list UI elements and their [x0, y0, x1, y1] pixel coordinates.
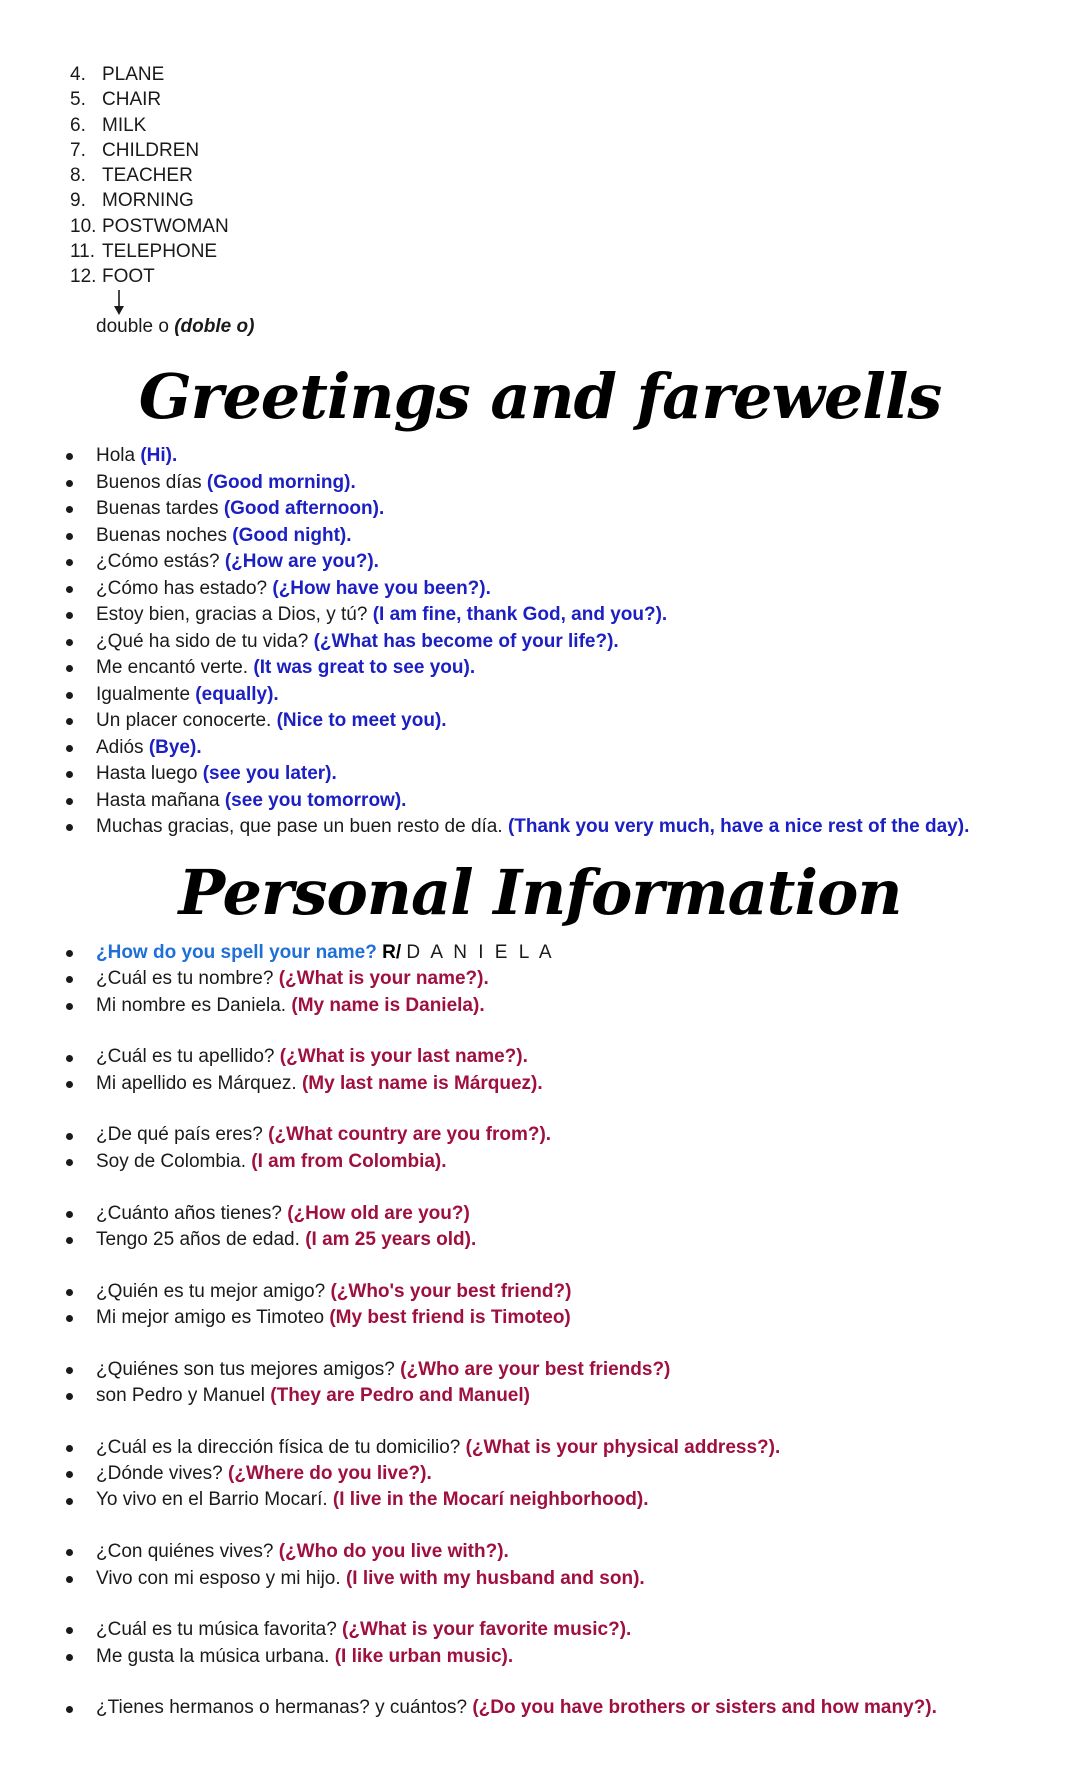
list-item: Adiós (Bye).: [96, 735, 969, 762]
list-item: Yo vivo en el Barrio Mocarí. (I live in the Mocarí neighborhood).: [96, 1487, 937, 1513]
list-item: Hola (Hi).: [96, 443, 969, 470]
list-item: ¿Quién es tu mejor amigo? (¿Who's your best friend?): [96, 1279, 937, 1305]
list-item: 12. FOOT: [70, 266, 155, 288]
list-item: Estoy bien, gracias a Dios, y tú? (I am fine, thank God, and you?).: [96, 602, 969, 629]
list-item: ¿Dónde vives? (¿Where do you live?).: [96, 1461, 937, 1487]
list-item: 11. TELEPHONE: [70, 241, 218, 263]
list-item: Un placer conocerte. (Nice to meet you).: [96, 708, 969, 735]
list-item: Mi mejor amigo es Timoteo (My best friend is Timoteo): [96, 1305, 937, 1331]
list-item: Me gusta la música urbana. (I like urban music).: [96, 1644, 937, 1670]
personal-information-list: [96, 940, 937, 1722]
list-item: 6. MILK: [70, 114, 147, 136]
list-item: Hasta luego (see you later).: [96, 761, 969, 788]
list-item: ¿Cuál es tu nombre? (¿What is your name?).: [96, 966, 937, 992]
list-item: 4. PLANE: [70, 64, 165, 85]
list-item: Buenas noches (Good night).: [96, 523, 969, 550]
list-item: ¿Tienes hermanos o hermanas? y cuántos? (¿Do you have brothers or sisters and how many?).: [96, 1695, 937, 1721]
list-item: Muchas gracias, que pase un buen resto de día. (Thank you very much, have a nice rest of the day).: [96, 814, 969, 841]
list-item: ¿Con quiénes vives? (¿Who do you live with?).: [96, 1539, 937, 1565]
list-item: Buenas tardes (Good afternoon).: [96, 496, 969, 523]
list-item: 8. TEACHER: [70, 165, 193, 187]
list-item: 10. POSTWOMAN: [70, 215, 229, 237]
personal-information-title: Personal Information: [178, 856, 902, 929]
greetings-title: Greetings and farewells: [138, 360, 942, 433]
list-item: Hasta mañana (see you tomorrow).: [96, 788, 969, 815]
list-item: ¿Cuánto años tienes? (¿How old are you?): [96, 1201, 937, 1227]
list-item: Vivo con mi esposo y mi hijo. (I live with my husband and son).: [96, 1566, 937, 1592]
list-item: Igualmente (equally).: [96, 682, 969, 709]
arrow-down-icon: [112, 290, 126, 316]
double-o-note: double o (doble o): [96, 316, 255, 337]
list-item: ¿Qué ha sido de tu vida? (¿What has become of your life?).: [96, 629, 969, 656]
numbered-word-list: [70, 62, 229, 290]
list-item: Soy de Colombia. (I am from Colombia).: [96, 1149, 937, 1175]
list-item: ¿Quiénes son tus mejores amigos? (¿Who are your best friends?): [96, 1357, 937, 1383]
list-item: Tengo 25 años de edad. (I am 25 years old).: [96, 1227, 937, 1253]
list-item: ¿Cómo has estado? (¿How have you been?).: [96, 576, 969, 603]
list-item: Me encantó verte. (It was great to see you).: [96, 655, 969, 682]
list-item: Buenos días (Good morning).: [96, 470, 969, 497]
list-item: ¿De qué país eres? (¿What country are you from?).: [96, 1122, 937, 1148]
list-item: ¿How do you spell your name? R/ D A N I E L A: [96, 940, 937, 966]
list-item: Mi apellido es Márquez. (My last name is Márquez).: [96, 1071, 937, 1097]
list-item: ¿Cuál es la dirección física de tu domicilio? (¿What is your physical address?).: [96, 1435, 937, 1461]
list-item: ¿Cómo estás? (¿How are you?).: [96, 549, 969, 576]
list-item: Mi nombre es Daniela. (My name is Daniela).: [96, 993, 937, 1019]
list-item: 9. MORNING: [70, 190, 194, 212]
list-item: ¿Cuál es tu apellido? (¿What is your last name?).: [96, 1044, 937, 1070]
greetings-list: [96, 443, 969, 841]
list-item: ¿Cuál es tu música favorita? (¿What is your favorite music?).: [96, 1617, 937, 1643]
list-item: 7. CHILDREN: [70, 139, 200, 161]
list-item: 5. CHAIR: [70, 89, 162, 111]
list-item: son Pedro y Manuel (They are Pedro and Manuel): [96, 1383, 937, 1409]
